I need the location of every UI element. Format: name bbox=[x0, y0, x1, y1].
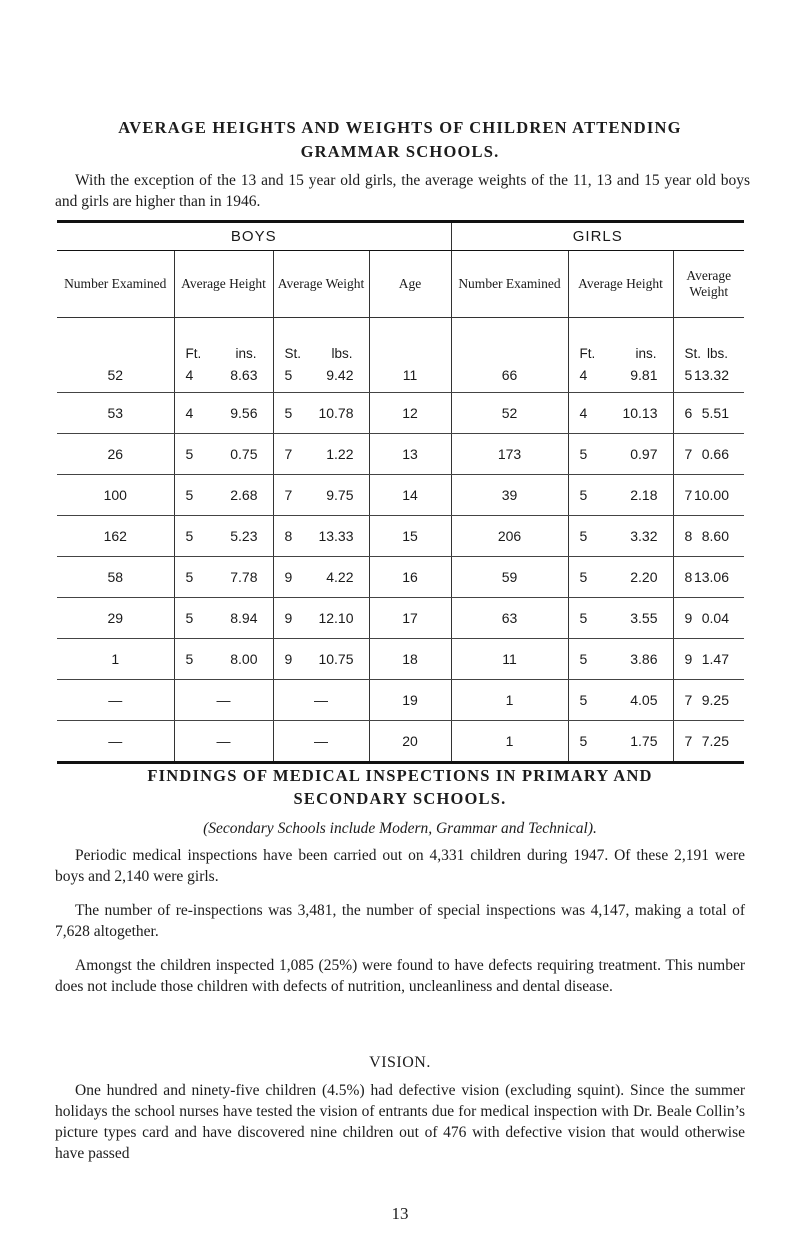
cell-value: 4 bbox=[185, 367, 194, 383]
cell-value: 5 bbox=[185, 487, 194, 503]
value-pair bbox=[175, 651, 273, 667]
cell-value: 20 bbox=[402, 733, 418, 749]
table-cell bbox=[273, 393, 369, 434]
cell-value: 9 bbox=[284, 569, 293, 585]
table-cell bbox=[568, 721, 673, 763]
cell-value: 10.78 bbox=[318, 405, 354, 421]
table-cell bbox=[174, 434, 273, 475]
cell-value: 39 bbox=[501, 487, 518, 503]
dash-value: — bbox=[314, 733, 328, 749]
table-cell bbox=[273, 318, 369, 393]
table-cell bbox=[568, 598, 673, 639]
value-pair bbox=[274, 528, 369, 544]
table-row bbox=[57, 393, 744, 434]
cell-value: 19 bbox=[402, 692, 418, 708]
cell-value: 1 bbox=[505, 692, 514, 708]
subheading: (Secondary Schools include Modern, Grammar and Technical). bbox=[203, 820, 597, 837]
table-cell bbox=[568, 318, 673, 393]
cell-value: 10.13 bbox=[622, 405, 658, 421]
value-pair bbox=[674, 569, 745, 585]
table-cell bbox=[174, 318, 273, 393]
table-cell bbox=[451, 318, 568, 393]
table-cell bbox=[174, 393, 273, 434]
cell-value: 26 bbox=[107, 446, 124, 462]
cell-value: 53 bbox=[107, 405, 124, 421]
table-cell bbox=[57, 393, 174, 434]
table-row bbox=[57, 721, 744, 763]
value-pair bbox=[674, 446, 745, 462]
value-pair bbox=[274, 367, 369, 383]
cell-value: 13.06 bbox=[693, 569, 729, 585]
dash-value: — bbox=[314, 692, 328, 708]
table-cell bbox=[369, 598, 451, 639]
value-pair bbox=[569, 446, 673, 462]
value-pair bbox=[674, 610, 745, 626]
value-pair bbox=[569, 367, 673, 383]
value-pair bbox=[674, 733, 745, 749]
table-cell bbox=[673, 516, 744, 557]
cell-value: 10.00 bbox=[693, 487, 729, 503]
table-cell bbox=[369, 721, 451, 763]
value-pair bbox=[274, 446, 369, 462]
table-cell bbox=[57, 475, 174, 516]
value-pair bbox=[674, 692, 745, 708]
cell-value: 7 bbox=[684, 733, 693, 749]
table-cell bbox=[273, 598, 369, 639]
table-cell bbox=[174, 516, 273, 557]
cell-value: 5 bbox=[284, 367, 293, 383]
value-pair bbox=[569, 692, 673, 708]
cell-value: 52 bbox=[107, 367, 124, 383]
table-cell bbox=[673, 393, 744, 434]
cell-value: 5 bbox=[579, 446, 588, 462]
cell-value: 173 bbox=[497, 446, 522, 462]
value-pair bbox=[274, 569, 369, 585]
value-pair bbox=[569, 569, 673, 585]
table-row bbox=[57, 475, 744, 516]
cell-value: 9.42 bbox=[326, 367, 354, 383]
table-cell bbox=[673, 639, 744, 680]
unit-labels bbox=[175, 346, 273, 361]
table-cell bbox=[673, 475, 744, 516]
table-row bbox=[57, 680, 744, 721]
cell-value: 0.97 bbox=[630, 446, 658, 462]
unit-labels bbox=[569, 346, 673, 361]
cell-value: 8.00 bbox=[230, 651, 258, 667]
cell-value: 1.22 bbox=[326, 446, 354, 462]
value-pair bbox=[569, 610, 673, 626]
cell-value: 5 bbox=[579, 610, 588, 626]
table-cell bbox=[57, 557, 174, 598]
heights-weights-table bbox=[57, 220, 744, 764]
table-cell bbox=[568, 434, 673, 475]
table-cell bbox=[57, 598, 174, 639]
table-body bbox=[57, 318, 744, 763]
cell-value: 63 bbox=[501, 610, 518, 626]
table-heading-line-2: GRAMMAR SCHOOLS. bbox=[300, 142, 500, 161]
cell-value: 9.75 bbox=[326, 487, 354, 503]
cell-value: 5 bbox=[185, 651, 194, 667]
cell-value: 3.55 bbox=[630, 610, 658, 626]
col-header-girls-number: Number Examined bbox=[451, 251, 568, 318]
cell-value: 0.66 bbox=[701, 446, 729, 462]
cell-value: 13.33 bbox=[318, 528, 354, 544]
cell-value: — bbox=[108, 733, 123, 749]
cell-value: 3.32 bbox=[630, 528, 658, 544]
table-cell bbox=[57, 434, 174, 475]
cell-value: 29 bbox=[107, 610, 124, 626]
col-header-girls-height: Average Height bbox=[568, 251, 673, 318]
cell-value: 9 bbox=[284, 651, 293, 667]
unit-labels bbox=[674, 346, 745, 361]
unit-label: Ft. bbox=[185, 346, 202, 361]
table-cell bbox=[451, 721, 568, 763]
cell-value: 5.23 bbox=[230, 528, 258, 544]
cell-value: 13 bbox=[402, 446, 418, 462]
cell-value: 8.63 bbox=[230, 367, 258, 383]
table-cell bbox=[57, 721, 174, 763]
table-cell bbox=[451, 516, 568, 557]
cell-value: 4 bbox=[185, 405, 194, 421]
table-cell bbox=[673, 680, 744, 721]
cell-value: 1.47 bbox=[701, 651, 729, 667]
boys-group-header: BOYS bbox=[57, 222, 451, 251]
table-cell bbox=[174, 680, 273, 721]
cell-value: 5.51 bbox=[701, 405, 729, 421]
table-cell bbox=[673, 557, 744, 598]
table-cell bbox=[369, 516, 451, 557]
cell-value: 7 bbox=[684, 692, 693, 708]
table-cell bbox=[174, 639, 273, 680]
cell-value: 1 bbox=[111, 651, 120, 667]
value-pair bbox=[674, 651, 745, 667]
cell-value: 9 bbox=[684, 651, 693, 667]
table-cell bbox=[451, 393, 568, 434]
cell-value: 2.68 bbox=[230, 487, 258, 503]
col-header-boys-height: Average Height bbox=[174, 251, 273, 318]
value-pair bbox=[175, 405, 273, 421]
table-cell bbox=[568, 680, 673, 721]
value-pair bbox=[674, 528, 745, 544]
cell-value: 5 bbox=[284, 405, 293, 421]
cell-value: 4 bbox=[579, 405, 588, 421]
table-cell bbox=[451, 598, 568, 639]
cell-value: 0.75 bbox=[230, 446, 258, 462]
cell-value: 5 bbox=[185, 528, 194, 544]
value-pair bbox=[175, 446, 273, 462]
value-pair bbox=[274, 487, 369, 503]
cell-value: 10.75 bbox=[318, 651, 354, 667]
table-cell bbox=[369, 557, 451, 598]
value-pair bbox=[175, 487, 273, 503]
table-cell bbox=[673, 318, 744, 393]
dash-value: — bbox=[216, 733, 231, 749]
cell-value: 5 bbox=[185, 610, 194, 626]
value-pair bbox=[569, 528, 673, 544]
cell-value: 11 bbox=[402, 367, 418, 383]
cell-value: 8 bbox=[684, 569, 693, 585]
cell-value: 206 bbox=[497, 528, 522, 544]
table-cell bbox=[673, 434, 744, 475]
unit-label: lbs. bbox=[331, 346, 353, 361]
cell-value: 12 bbox=[402, 405, 418, 421]
table-cell bbox=[369, 393, 451, 434]
table-cell bbox=[273, 680, 369, 721]
table-row bbox=[57, 434, 744, 475]
table-cell bbox=[568, 475, 673, 516]
cell-value: 66 bbox=[501, 367, 518, 383]
table-cell bbox=[673, 721, 744, 763]
findings-heading-line-1: FINDINGS OF MEDICAL INSPECTIONS IN PRIMARY AND bbox=[147, 766, 653, 785]
table-cell bbox=[273, 639, 369, 680]
table-cell bbox=[57, 680, 174, 721]
cell-value: 9.56 bbox=[230, 405, 258, 421]
cell-value: 2.20 bbox=[630, 569, 658, 585]
cell-value: 59 bbox=[501, 569, 518, 585]
table-row bbox=[57, 639, 744, 680]
cell-value: 5 bbox=[579, 487, 588, 503]
table-heading-line-1: AVERAGE HEIGHTS AND WEIGHTS OF CHILDREN ATTENDING bbox=[118, 118, 682, 137]
group-header-row bbox=[57, 222, 744, 251]
paragraph-defects: Amongst the children inspected 1,085 (25%) were found to have defects requiring treatment. This number does not include those children with defects of nutrition, uncleanliness and dental disease. bbox=[55, 957, 745, 995]
cell-value: 0.04 bbox=[701, 610, 729, 626]
cell-value: 8 bbox=[684, 528, 693, 544]
cell-value: 5 bbox=[185, 446, 194, 462]
table-cell bbox=[174, 598, 273, 639]
table-cell bbox=[568, 393, 673, 434]
table-cell bbox=[451, 434, 568, 475]
unit-labels bbox=[274, 346, 369, 361]
cell-value: 8 bbox=[284, 528, 293, 544]
table-cell bbox=[273, 434, 369, 475]
vision-heading: VISION. bbox=[369, 1054, 431, 1071]
value-pair bbox=[674, 487, 745, 503]
cell-value: 5 bbox=[684, 367, 693, 383]
cell-value: 11 bbox=[502, 651, 517, 667]
unit-label: St. bbox=[684, 346, 702, 361]
value-pair bbox=[569, 733, 673, 749]
cell-value: 14 bbox=[402, 487, 418, 503]
table-cell bbox=[273, 516, 369, 557]
table-cell bbox=[174, 721, 273, 763]
table-cell bbox=[273, 557, 369, 598]
value-pair bbox=[274, 610, 369, 626]
value-pair bbox=[274, 651, 369, 667]
cell-value: 9.81 bbox=[630, 367, 658, 383]
cell-value: 6 bbox=[684, 405, 693, 421]
cell-value: 5 bbox=[185, 569, 194, 585]
cell-value: 17 bbox=[402, 610, 418, 626]
value-pair bbox=[569, 405, 673, 421]
table-cell bbox=[369, 475, 451, 516]
cell-value: 4.22 bbox=[326, 569, 354, 585]
table-cell bbox=[174, 475, 273, 516]
value-pair bbox=[175, 610, 273, 626]
paragraph-reinspections: The number of re-inspections was 3,481, the number of special inspections was 4,147, making a total of 7,628 altogether. bbox=[55, 902, 745, 940]
cell-value: 5 bbox=[579, 692, 588, 708]
cell-value: 4 bbox=[579, 367, 588, 383]
cell-value: 1.75 bbox=[630, 733, 658, 749]
cell-value: 12.10 bbox=[318, 610, 354, 626]
cell-value: 7.25 bbox=[701, 733, 729, 749]
paragraph-inspections: Periodic medical inspections have been carried out on 4,331 children during 1947. Of these 2,191 were boys and 2,140 were girls. bbox=[55, 847, 745, 885]
cell-value: 8.60 bbox=[701, 528, 729, 544]
table-cell bbox=[451, 680, 568, 721]
cell-value: 8.94 bbox=[230, 610, 258, 626]
col-header-boys-number: Number Examined bbox=[57, 251, 174, 318]
cell-value: 58 bbox=[107, 569, 124, 585]
dash-value: — bbox=[216, 692, 231, 708]
unit-label: St. bbox=[284, 346, 302, 361]
findings-heading-line-2: SECONDARY SCHOOLS. bbox=[293, 789, 507, 808]
cell-value: 52 bbox=[501, 405, 518, 421]
cell-value: 5 bbox=[579, 569, 588, 585]
cell-value: 15 bbox=[402, 528, 418, 544]
cell-value: 13.32 bbox=[693, 367, 729, 383]
table-cell bbox=[568, 639, 673, 680]
cell-value: 162 bbox=[103, 528, 127, 544]
cell-value: 7 bbox=[684, 487, 693, 503]
cell-value: 7.78 bbox=[230, 569, 258, 585]
col-header-boys-weight: Average Weight bbox=[273, 251, 369, 318]
cell-value: 4.05 bbox=[630, 692, 658, 708]
column-header-row bbox=[57, 251, 744, 318]
cell-value: 9 bbox=[284, 610, 293, 626]
table-cell bbox=[57, 639, 174, 680]
paragraph-vision: One hundred and ninety-five children (4.5%) had defective vision (excluding squint). Since the summer holidays the school nurses have tested the vision of entrants due for medical inspection with Dr. Beale Collin’s picture types card and have discovered nine children out of 476 with defective vision that would otherwise have passed bbox=[55, 1082, 745, 1162]
value-pair bbox=[569, 651, 673, 667]
table-row bbox=[57, 557, 744, 598]
table-cell bbox=[451, 557, 568, 598]
unit-label: Ft. bbox=[579, 346, 596, 361]
table-cell bbox=[369, 434, 451, 475]
girls-group-header: GIRLS bbox=[451, 222, 744, 251]
page-number: 13 bbox=[391, 1204, 409, 1223]
cell-value: 7 bbox=[284, 487, 293, 503]
unit-label: lbs. bbox=[706, 346, 728, 361]
cell-value: 18 bbox=[402, 651, 418, 667]
table-cell bbox=[57, 318, 174, 393]
cell-value: 3.86 bbox=[630, 651, 658, 667]
col-header-age: Age bbox=[369, 251, 451, 318]
table-cell bbox=[369, 639, 451, 680]
cell-value: 9 bbox=[684, 610, 693, 626]
cell-value: 1 bbox=[505, 733, 514, 749]
table-cell bbox=[673, 598, 744, 639]
table-cell bbox=[369, 680, 451, 721]
cell-value: 7 bbox=[684, 446, 693, 462]
cell-value: 7 bbox=[284, 446, 293, 462]
table-cell bbox=[451, 639, 568, 680]
table-row bbox=[57, 318, 744, 393]
value-pair bbox=[569, 487, 673, 503]
cell-value: 9.25 bbox=[701, 692, 729, 708]
col-header-girls-weight: Average Weight bbox=[673, 251, 744, 318]
value-pair bbox=[175, 528, 273, 544]
table-row bbox=[57, 598, 744, 639]
table-cell bbox=[174, 557, 273, 598]
cell-value: 100 bbox=[103, 487, 127, 503]
value-pair bbox=[674, 367, 745, 383]
value-pair bbox=[175, 367, 273, 383]
intro-paragraph: With the exception of the 13 and 15 year old girls, the average weights of the 11, 13 and 15 year old boys and girls are higher than in 1946. bbox=[55, 172, 750, 210]
table-cell bbox=[57, 516, 174, 557]
table-cell bbox=[451, 475, 568, 516]
value-pair bbox=[274, 405, 369, 421]
unit-label: ins. bbox=[635, 346, 657, 361]
table-cell bbox=[568, 557, 673, 598]
value-pair bbox=[175, 569, 273, 585]
cell-value: 5 bbox=[579, 528, 588, 544]
table-cell bbox=[273, 475, 369, 516]
cell-value: 5 bbox=[579, 733, 588, 749]
value-pair bbox=[674, 405, 745, 421]
cell-value: 5 bbox=[579, 651, 588, 667]
table-cell bbox=[369, 318, 451, 393]
table-row bbox=[57, 516, 744, 557]
cell-value: — bbox=[108, 692, 123, 708]
cell-value: 16 bbox=[402, 569, 418, 585]
unit-label: ins. bbox=[235, 346, 257, 361]
cell-value: 2.18 bbox=[630, 487, 658, 503]
table-cell bbox=[273, 721, 369, 763]
table-cell bbox=[568, 516, 673, 557]
